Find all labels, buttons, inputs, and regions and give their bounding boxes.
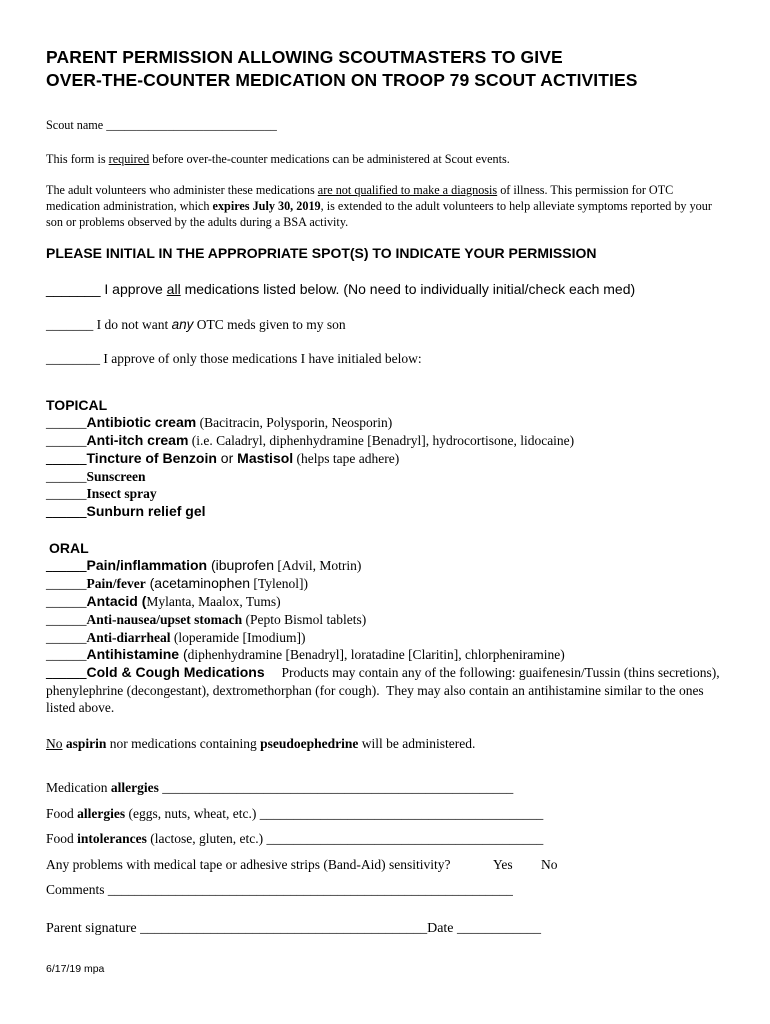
field-label-post: (eggs, nuts, wheat, etc.) [125,806,260,821]
med-name: Insect spray [86,486,157,501]
med-detail-sans: (ibuprofen [207,557,275,573]
aspirin-note-no: No [46,736,63,751]
med-name: Sunburn relief gel [86,503,206,519]
no-otc-pre: I do not want [93,317,172,332]
initial-blank[interactable]: ______ [46,647,87,662]
food-intolerances-field[interactable] [46,831,543,847]
comments-blank[interactable]: ____________________________________________________________ [104,882,513,897]
med-name: Anti-diarrheal [86,630,171,645]
med-detail: Products may contain any of the following: guaifenesin/Tussin (thins secretions), phenylephrine (decongestant), dextromethorphan (for cough). They may also contain an antihistamine similar to the ones listed above. [46,665,724,715]
aspirin-note-aspirin: aspirin [65,736,107,751]
initial-blank[interactable]: ______ [46,612,87,627]
required-notice [46,152,510,167]
aspirin-note-post: will be administered. [358,736,476,751]
oral-item-anti-diarrheal[interactable] [46,629,305,646]
approve-all-pre: I approve [100,281,167,297]
med-name: Tincture of Benzoin [86,450,217,466]
med-detail-sans: ( [137,593,147,609]
med-name: Anti-itch cream [86,432,189,448]
medication-allergies-field[interactable] [46,780,513,796]
field-label-post: (lactose, gluten, etc.) [146,831,267,846]
approve-some-option[interactable] [46,351,422,367]
topical-item-insect-spray[interactable] [46,485,157,502]
admin-para-post: , is extended to the adult volunteers to help alleviate symptoms reported by your son or problems observed by the adults during a BSA activity. [46,199,712,229]
tape-question-text: Any problems with medical tape or adhesive strips (Band-Aid) sensitivity? [46,857,451,872]
med-name: Pain/inflammation [86,557,208,573]
med-detail: [Advil, Motrin) [274,558,362,573]
approve-all-initial-blank[interactable]: _______ [46,281,101,297]
oral-item-anti-nausea[interactable] [46,611,366,628]
med-or: or [216,450,238,466]
topical-heading: TOPICAL [46,397,108,413]
field-label-pre: Food [46,831,78,846]
food-allergies-field[interactable] [46,806,543,822]
signature-label: Parent signature [46,921,137,936]
med-detail-sans: (acetaminophen [145,575,251,591]
med-name: Pain/fever [86,576,146,591]
med-detail: diphenhydramine [Benadryl], loratadine [Claritin], chlorpheniramine) [187,647,565,662]
form-title-line-1: PARENT PERMISSION ALLOWING SCOUTMASTERS TO GIVE [46,47,563,67]
med-detail: (Pepto Bismol tablets) [242,612,367,627]
field-label-pre: Food [46,806,78,821]
topical-item-antibiotic-cream[interactable] [46,414,392,431]
initial-blank[interactable]: ______ [46,630,87,645]
instruction-heading: PLEASE INITIAL IN THE APPROPRIATE SPOT(S) TO INDICATE YOUR PERMISSION [46,245,597,261]
comments-field[interactable] [46,882,513,898]
oral-item-pain-inflammation[interactable] [46,557,361,574]
initial-blank[interactable]: ______ [46,415,87,430]
field-blank[interactable]: _________________________________________ [266,831,544,846]
approve-some-text: I approve of only those medications I have initialed below: [100,351,422,366]
med-detail: (helps tape adhere) [293,451,400,466]
oral-item-antacid[interactable] [46,593,281,610]
oral-item-cold-cough[interactable] [46,664,736,717]
topical-item-tincture-benzoin[interactable] [46,450,399,467]
initial-blank[interactable]: ______ [46,433,87,448]
med-name-2: Mastisol [237,450,294,466]
approve-some-initial-blank[interactable]: ________ [46,351,100,366]
approve-all-underlined: all [166,281,181,297]
scout-name-label: Scout name [46,118,104,132]
date-blank[interactable]: ____________ [453,921,542,936]
no-otc-italic: any [171,317,194,332]
oral-item-pain-fever[interactable] [46,575,308,592]
aspirin-note-mid: nor medications containing [106,736,261,751]
parent-signature-field[interactable] [46,921,541,937]
initial-blank[interactable]: ______ [46,469,87,484]
med-detail-sans: ( [179,646,188,662]
approve-all-post: medications listed below. (No need to individually initial/check each med) [180,281,636,297]
tape-yes-option[interactable]: Yes [493,857,513,872]
form-title-line-2: OVER-THE-COUNTER MEDICATION ON TROOP 79 SCOUT ACTIVITIES [46,70,638,90]
signature-blank[interactable]: _________________________________________ [136,921,428,936]
scout-name-blank[interactable]: ____________________________ [106,118,277,132]
field-label-bold: allergies [77,806,126,821]
med-name: Antihistamine [86,646,180,662]
field-label-bold: allergies [110,780,159,795]
required-notice-post: before over-the-counter medications can be administered at Scout events. [149,152,510,166]
field-blank[interactable]: ____________________________________________________ [158,780,514,795]
required-notice-underlined: required [108,152,150,166]
initial-blank[interactable]: ______ [46,665,87,680]
topical-item-anti-itch-cream[interactable] [46,432,574,449]
admin-para-underlined: are not qualified to make a diagnosis [317,183,498,197]
initial-blank[interactable]: ______ [46,558,87,573]
tape-sensitivity-question [46,857,451,873]
topical-item-sunscreen[interactable] [46,468,146,485]
scout-name-field[interactable] [46,118,277,133]
initial-blank[interactable]: ______ [46,594,87,609]
initial-blank[interactable]: ______ [46,451,87,466]
required-notice-pre: This form is [46,152,109,166]
aspirin-note [46,736,475,752]
field-label-pre: Medication [46,780,111,795]
med-name: Antacid [86,593,138,609]
med-detail: (i.e. Caladryl, diphenhydramine [Benadryl], hydrocortisone, lidocaine) [188,433,575,448]
admin-para-mid: of illness. This permission for OTC medication administration, which [46,183,674,213]
admin-para-pre: The adult volunteers who administer these medications [46,183,318,197]
initial-blank[interactable]: ______ [46,504,87,519]
oral-item-antihistamine[interactable] [46,646,565,663]
med-name: Sunscreen [86,469,146,484]
no-otc-post: OTC meds given to my son [193,317,346,332]
oral-heading: ORAL [49,540,89,556]
med-name: Cold & Cough Medications [86,664,265,680]
initial-blank[interactable]: ______ [46,576,87,591]
med-detail: (Bacitracin, Polysporin, Neosporin) [196,415,393,430]
footer-revision: 6/17/19 mpa [46,963,105,975]
no-otc-initial-blank[interactable]: _______ [46,317,94,332]
admin-para-expiry: expires July 30, 2019 [212,199,321,213]
initial-blank[interactable]: ______ [46,486,87,501]
administration-paragraph [46,182,726,230]
med-detail: Mylanta, Maalox, Tums) [146,594,281,609]
aspirin-note-pseudoephedrine: pseudoephedrine [260,736,359,751]
tape-no-option[interactable]: No [541,857,558,872]
med-detail: (loperamide [Imodium]) [170,630,306,645]
comments-label: Comments [46,882,105,897]
topical-item-sunburn-relief-gel[interactable] [46,503,206,520]
no-otc-option[interactable] [46,317,346,333]
approve-all-option[interactable] [46,281,635,297]
field-label-bold: intolerances [77,831,147,846]
med-name: Anti-nausea/upset stomach [86,612,243,627]
med-name: Antibiotic cream [86,414,197,430]
med-detail: [Tylenol]) [250,576,308,591]
date-label: Date [427,921,454,936]
field-blank[interactable]: __________________________________________ [259,806,544,821]
